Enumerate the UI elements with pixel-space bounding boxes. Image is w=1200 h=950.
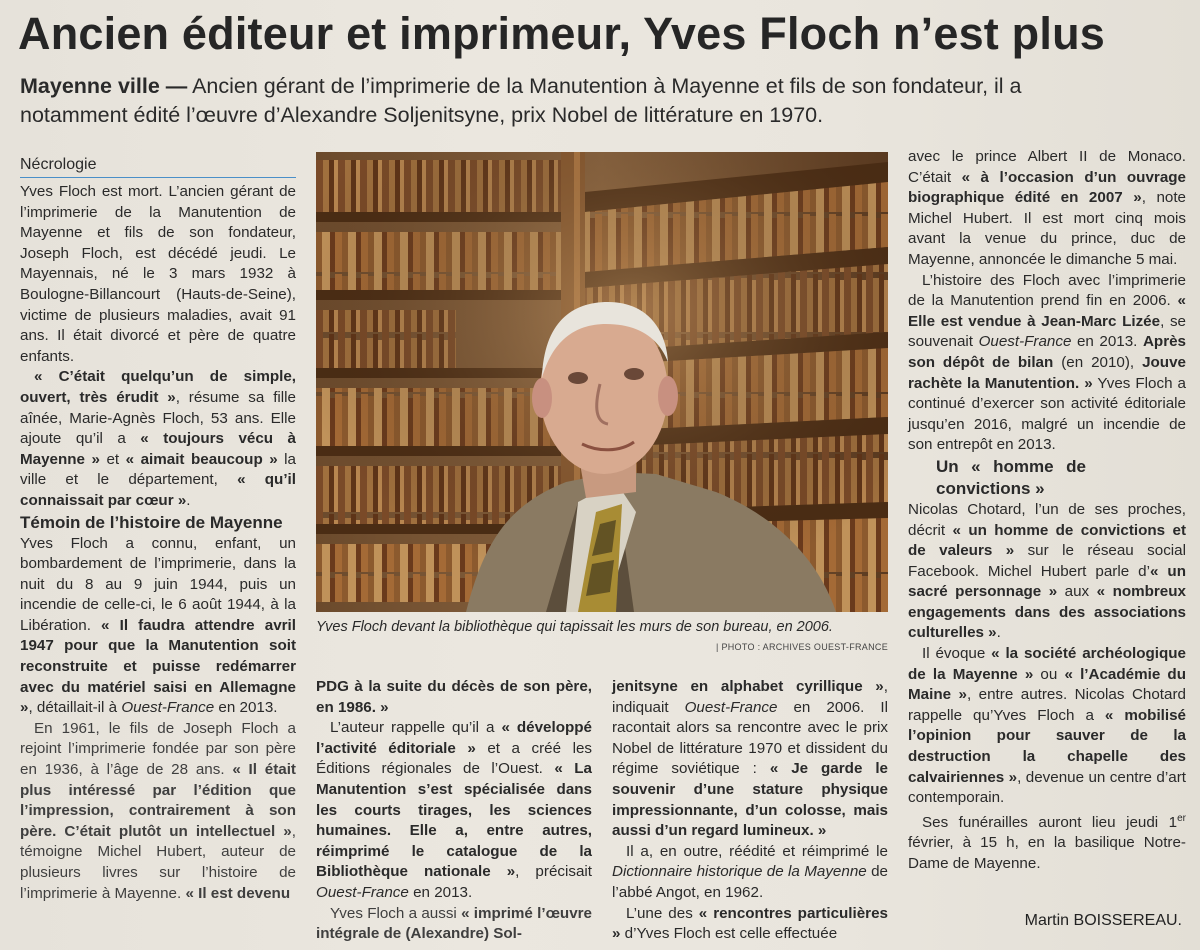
- paragraph: Yves Floch a aussi « imprimé l’œuvre intégrale de (Alexandre) Sol-: [316, 904, 592, 943]
- subheading: Un « homme de convictions »: [936, 456, 1086, 498]
- portrait-photo: [316, 152, 888, 612]
- section-rubric: Nécrologie: [20, 156, 296, 178]
- paragraph: avec le prince Albert II de Monaco. C’était « à l’occasion d’un ouvrage biographique édité en 2007 », note Michel Hubert. Il est mort cinq mois avant la venue du prince, duc de Mayenne, annoncée le dimanche 5 mai.: [908, 148, 1187, 268]
- paragraph: L’auteur rappelle qu’il a « développé l’activité éditoriale » et a créé les Éditions régionales de l’Ouest. « La Manutention s’est spécialisée dans les courts tirages, les sciences humaines. Elle a, entre autres, réimprimé le catalogue de la Bibliothèque nationale », précisait Ouest-France en 2013.: [316, 719, 593, 901]
- author-signature: Martin BOISSEREAU.: [1024, 912, 1182, 929]
- photo-credit: | PHOTO : ARCHIVES OUEST-FRANCE: [716, 642, 888, 652]
- paragraph: Il évoque « la société archéologique de la Mayenne » ou « l’Académie du Maine », entre autres. Nicolas Chotard rappelle qu’Yves Floch a « mobilisé l’opinion pour sauver de la destruction la chapelle des calvairiennes », devenue un centre d’art contemporain.: [908, 645, 1187, 807]
- lead-place: Mayenne ville —: [20, 74, 188, 98]
- article-headline: Ancien éditeur et imprimeur, Yves Floch n’est plus: [18, 8, 1105, 59]
- paragraph: Yves Floch a connu, enfant, un bombardement de l’imprimerie, dans la nuit du 8 au 9 juin 1944, puis un incendie de celle-ci, le 6 août 1944, à la Libération. « Il faudra attendre avril 1947 pour que la Manutention soit reconstruite et puisse redémarrer avec du matériel saisi en Allemagne », détaillait-il à Ouest-France en 2013.: [20, 534, 296, 717]
- subheading: Témoin de l’histoire de Mayenne: [20, 512, 283, 532]
- column-1: [20, 182, 296, 904]
- column-2: [316, 677, 592, 945]
- paragraph: PDG à la suite du décès de son père, en 1986. »: [316, 678, 592, 716]
- lead-text: Ancien gérant de l’imprimerie de la Manutention à Mayenne et fils de son fondateur, il a notamment édité l’œuvre d’Alexandre Soljenitsyne, prix Nobel de littérature en 1970.: [20, 74, 1022, 127]
- photo-caption: Yves Floch devant la bibliothèque qui tapissait les murs de son bureau, en 2006.: [316, 619, 833, 635]
- paragraph: L’histoire des Floch avec l’imprimerie de la Manutention prend fin en 2006. « Elle est vendue à Jean-Marc Lizée, se souvenait Ouest-France en 2013. Après son dépôt de bilan (en 2010), Jouve rachète la Manutention. » Yves Floch a continué d’exercer son activité éditoriale jusqu’en 2016, malgré un incendie de son entrepôt en 2013.: [908, 271, 1187, 454]
- paragraph: Nicolas Chotard, l’un de ses proches, décrit « un homme de convictions et de valeurs » sur le réseau social Facebook. Michel Hubert parle d’« un sacré personnage » aux « nombreux engagements dans des associations culturelles ».: [908, 500, 1186, 642]
- article-lead: [20, 72, 1080, 130]
- paragraph: « C’était quelqu’un de simple, ouvert, très érudit », résume sa fille aînée, Marie-Agnès Floch, 53 ans. Elle ajoute qu’il a « toujours vécu à Mayenne » et « aimait beaucoup » la ville et le département, « qu’il connaissait par cœur ».: [20, 368, 296, 509]
- paragraph: En 1961, le fils de Joseph Floch a rejoint l’imprimerie fondée par son père en 1936, à l’âge de 28 ans. « Il était plus intéressé par l’édition que l’impression, contrairement à son père. C’était plutôt un intellectuel », témoigne Michel Hubert, auteur de plusieurs livres sur l’histoire de l’imprimerie à Mayenne. « Il est devenu: [20, 719, 296, 902]
- paragraph: Yves Floch est mort. L’ancien gérant de l’imprimerie de la Manutention de Mayenne et fils de son fondateur, Joseph Floch, est décédé jeudi. Le Mayennais, né le 3 mars 1932 à Boulogne-Billancourt (Hauts-de-Seine), victime de plusieurs maladies, avait 91 ans. Il était divorcé et père de quatre enfants.: [20, 183, 296, 365]
- paragraph: Il a, en outre, réédité et réimprimé le Dictionnaire historique de la Mayenne de l’abbé Angot, en 1962.: [612, 842, 888, 901]
- paragraph: Ses funérailles auront lieu jeudi 1er février, à 15 h, en la basilique Notre-Dame de Mayenne.: [908, 812, 1186, 873]
- column-4: [908, 147, 1186, 875]
- paragraph: jenitsyne en alphabet cyrillique », indiquait Ouest-France en 2006. Il racontait alors sa rencontre avec le prix Nobel de littérature 1970 et dissident du régime soviétique : « Je garde le souvenir d’une stature physique impressionnante, d’un colosse, mais aussi d’un regard lumineux. »: [612, 678, 888, 840]
- column-3: [612, 677, 888, 945]
- paragraph: L’une des « rencontres particulières » d’Yves Floch est celle effectuée: [612, 904, 888, 943]
- library-portrait-image: [316, 152, 888, 612]
